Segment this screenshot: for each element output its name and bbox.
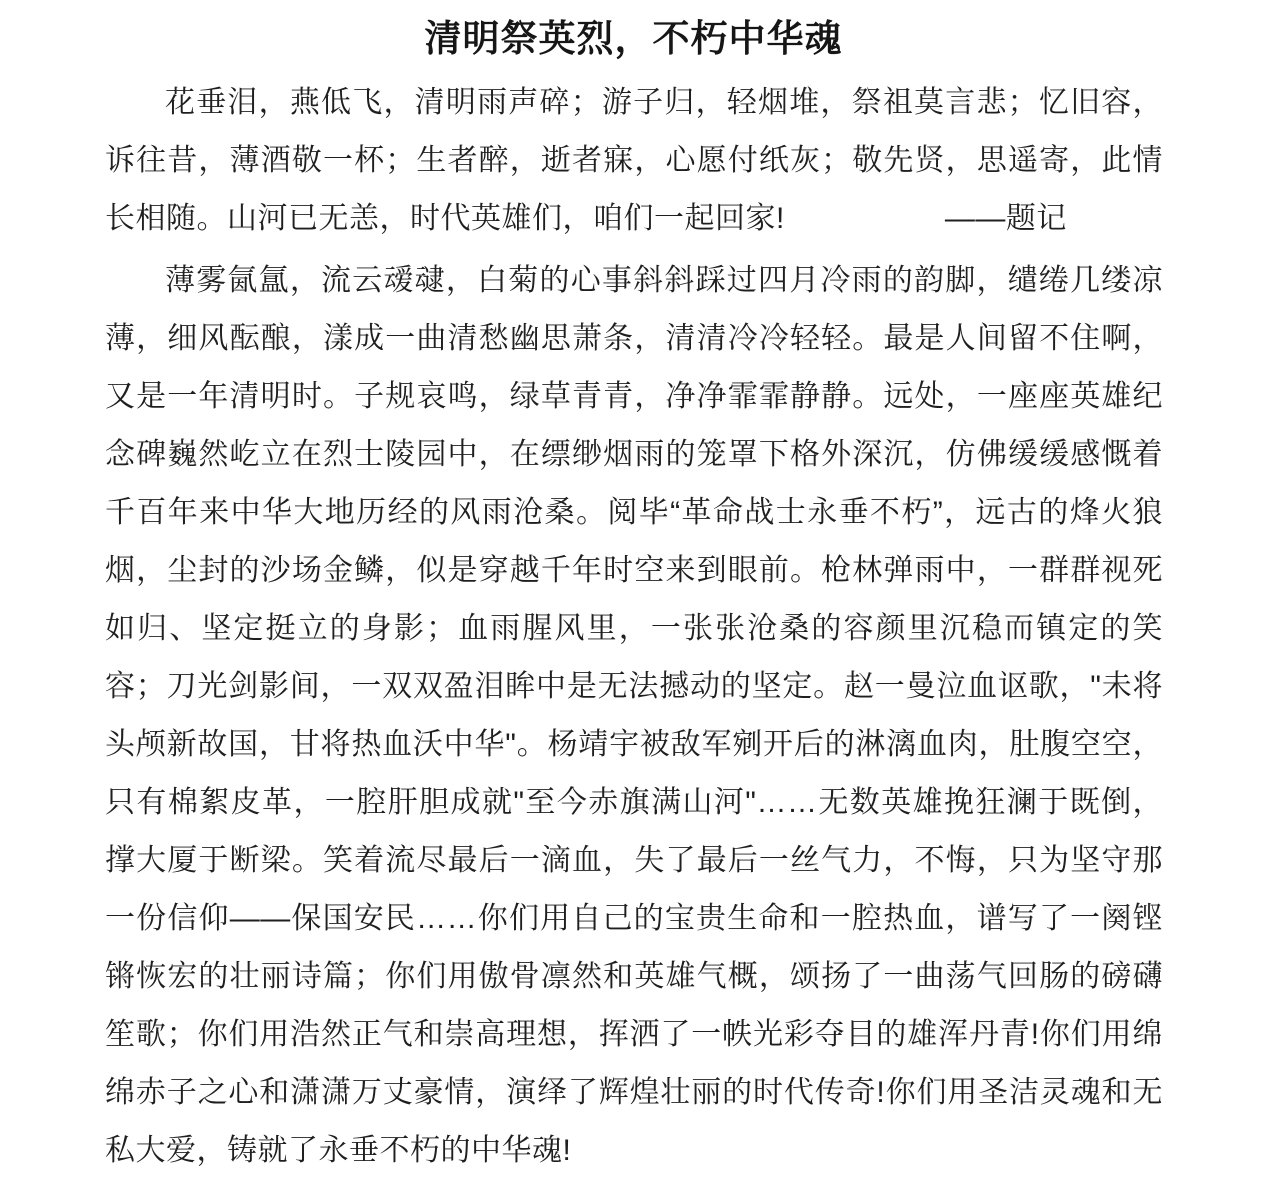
preface-signature: ——题记 [944, 202, 1067, 235]
preface-paragraph [105, 74, 1163, 248]
document-body [105, 74, 1163, 1180]
body-paragraph: 薄雾氤氲，流云叆叇，白菊的心事斜斜踩过四月冷雨的韵脚，缱绻几缕凉薄，细风酝酿，漾成一曲清愁幽思萧条，清清冷冷轻轻。最是人间留不住啊，又是一年清明时。子规哀鸣，绿草青青，净净霏霏静静。远处，一座座英雄纪念碑巍然屹立在烈士陵园中，在缥缈烟雨的笼罩下格外深沉，仿佛缓缓感慨着千百年来中华大地历经的风雨沧桑。阅毕“革命战士永垂不朽”，远古的烽火狼烟，尘封的沙场金鳞，似是穿越千年时空来到眼前。枪林弹雨中，一群群视死如归、坚定挺立的身影；血雨腥风里，一张张沧桑的容颜里沉稳而镇定的笑容；刀光剑影间，一双双盈泪眸中是无法撼动的坚定。赵一曼泣血讴歌，"未将头颅新故国，甘将热血沃中华"。杨靖宇被敌军剜开后的淋漓血肉，肚腹空空，只有棉絮皮革，一腔肝胆成就"至今赤旗满山河"……无数英雄挽狂澜于既倒，撑大厦于断梁。笑着流尽最后一滴血，失了最后一丝气力，不悔，只为坚守那一份信仰——保国安民……你们用自己的宝贵生命和一腔热血，谱写了一阕铿锵恢宏的壮丽诗篇；你们用傲骨凛然和英雄气概，颂扬了一曲荡气回肠的磅礴笙歌；你们用浩然正气和崇高理想，挥洒了一帙光彩夺目的雄浑丹青!你们用绵绵赤子之心和潇潇万丈豪情，演绎了辉煌壮丽的时代传奇!你们用圣洁灵魂和无私大爱，铸就了永垂不朽的中华魂! [105, 264, 1163, 1167]
preface-text: 花垂泪，燕低飞，清明雨声碎；游子归，轻烟堆，祭祖莫言悲；忆旧容，诉往昔，薄酒敬一杯；生者醉，逝者寐，心愿付纸灰；敬先贤，思遥寄，此情长相随。山河已无恙，时代英雄们，咱们一起回家! [105, 86, 1163, 235]
document-title: 清明祭英烈，不朽中华魂 [424, 18, 843, 59]
